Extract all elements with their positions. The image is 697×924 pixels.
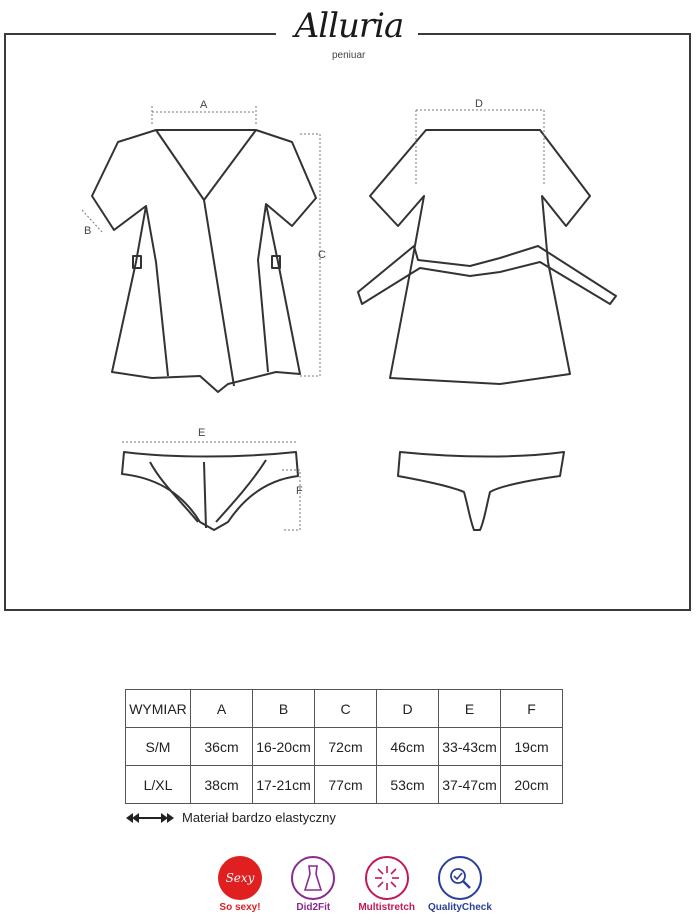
badge-multistretch xyxy=(352,856,422,913)
value-cell: 72cm xyxy=(315,728,377,766)
dim-label-c: C xyxy=(318,249,326,261)
size-cell: L/XL xyxy=(126,766,191,804)
stretch-arrows-icon xyxy=(126,812,174,824)
value-cell: 38cm xyxy=(191,766,253,804)
brand-subtitle: peniuar xyxy=(332,50,366,61)
dim-label-d: D xyxy=(475,98,483,110)
front-robe-lapel xyxy=(156,130,256,200)
value-cell: 17-21cm xyxy=(253,766,315,804)
back-thong-outline xyxy=(398,452,564,530)
feature-badges xyxy=(205,856,495,913)
value-cell: 19cm xyxy=(501,728,563,766)
header-cell: A xyxy=(191,690,253,728)
dim-line-c xyxy=(300,134,320,376)
stretch-note-text: Materiał bardzo elastyczny xyxy=(182,810,336,825)
dress-icon xyxy=(291,856,335,900)
badge-label: QualityCheck xyxy=(428,902,492,913)
value-cell: 77cm xyxy=(315,766,377,804)
header-cell: F xyxy=(501,690,563,728)
badge-qualitycheck xyxy=(425,856,495,913)
badge-did2fit xyxy=(278,856,348,913)
sexy-badge-icon: Sexy xyxy=(218,856,262,900)
front-robe-side-right xyxy=(258,204,268,372)
value-cell: 20cm xyxy=(501,766,563,804)
value-cell: 37-47cm xyxy=(439,766,501,804)
dim-label-b: B xyxy=(84,225,92,237)
value-cell: 16-20cm xyxy=(253,728,315,766)
back-robe-belt xyxy=(358,246,616,304)
stretch-burst-icon xyxy=(365,856,409,900)
front-briefs-outline xyxy=(122,452,298,530)
header-cell: B xyxy=(253,690,315,728)
badge-label: So sexy! xyxy=(219,902,261,913)
dim-label-f: F xyxy=(296,485,303,497)
front-briefs-seam-center xyxy=(204,462,206,528)
badge-so-sexy xyxy=(205,856,275,913)
front-robe-outline xyxy=(92,130,316,392)
header-cell: E xyxy=(439,690,501,728)
header-cell: D xyxy=(377,690,439,728)
badge-label: Multistretch xyxy=(358,902,415,913)
brand-logo: Alluria xyxy=(294,6,404,46)
table-row xyxy=(126,728,563,766)
value-cell: 36cm xyxy=(191,728,253,766)
size-cell: S/M xyxy=(126,728,191,766)
front-robe-overlap xyxy=(204,200,234,386)
front-robe-side-left xyxy=(146,206,168,376)
size-table-header-row xyxy=(126,690,563,728)
dim-label-e: E xyxy=(198,427,206,439)
header-cell: WYMIAR xyxy=(126,690,191,728)
badge-label: Did2Fit xyxy=(296,902,331,913)
table-row xyxy=(126,766,563,804)
size-table xyxy=(125,689,563,804)
value-cell: 33-43cm xyxy=(439,728,501,766)
header-cell: C xyxy=(315,690,377,728)
dim-label-a: A xyxy=(200,99,208,111)
value-cell: 46cm xyxy=(377,728,439,766)
dim-line-d xyxy=(416,110,544,186)
stretch-note xyxy=(126,810,336,825)
magnifier-check-icon xyxy=(438,856,482,900)
value-cell: 53cm xyxy=(377,766,439,804)
